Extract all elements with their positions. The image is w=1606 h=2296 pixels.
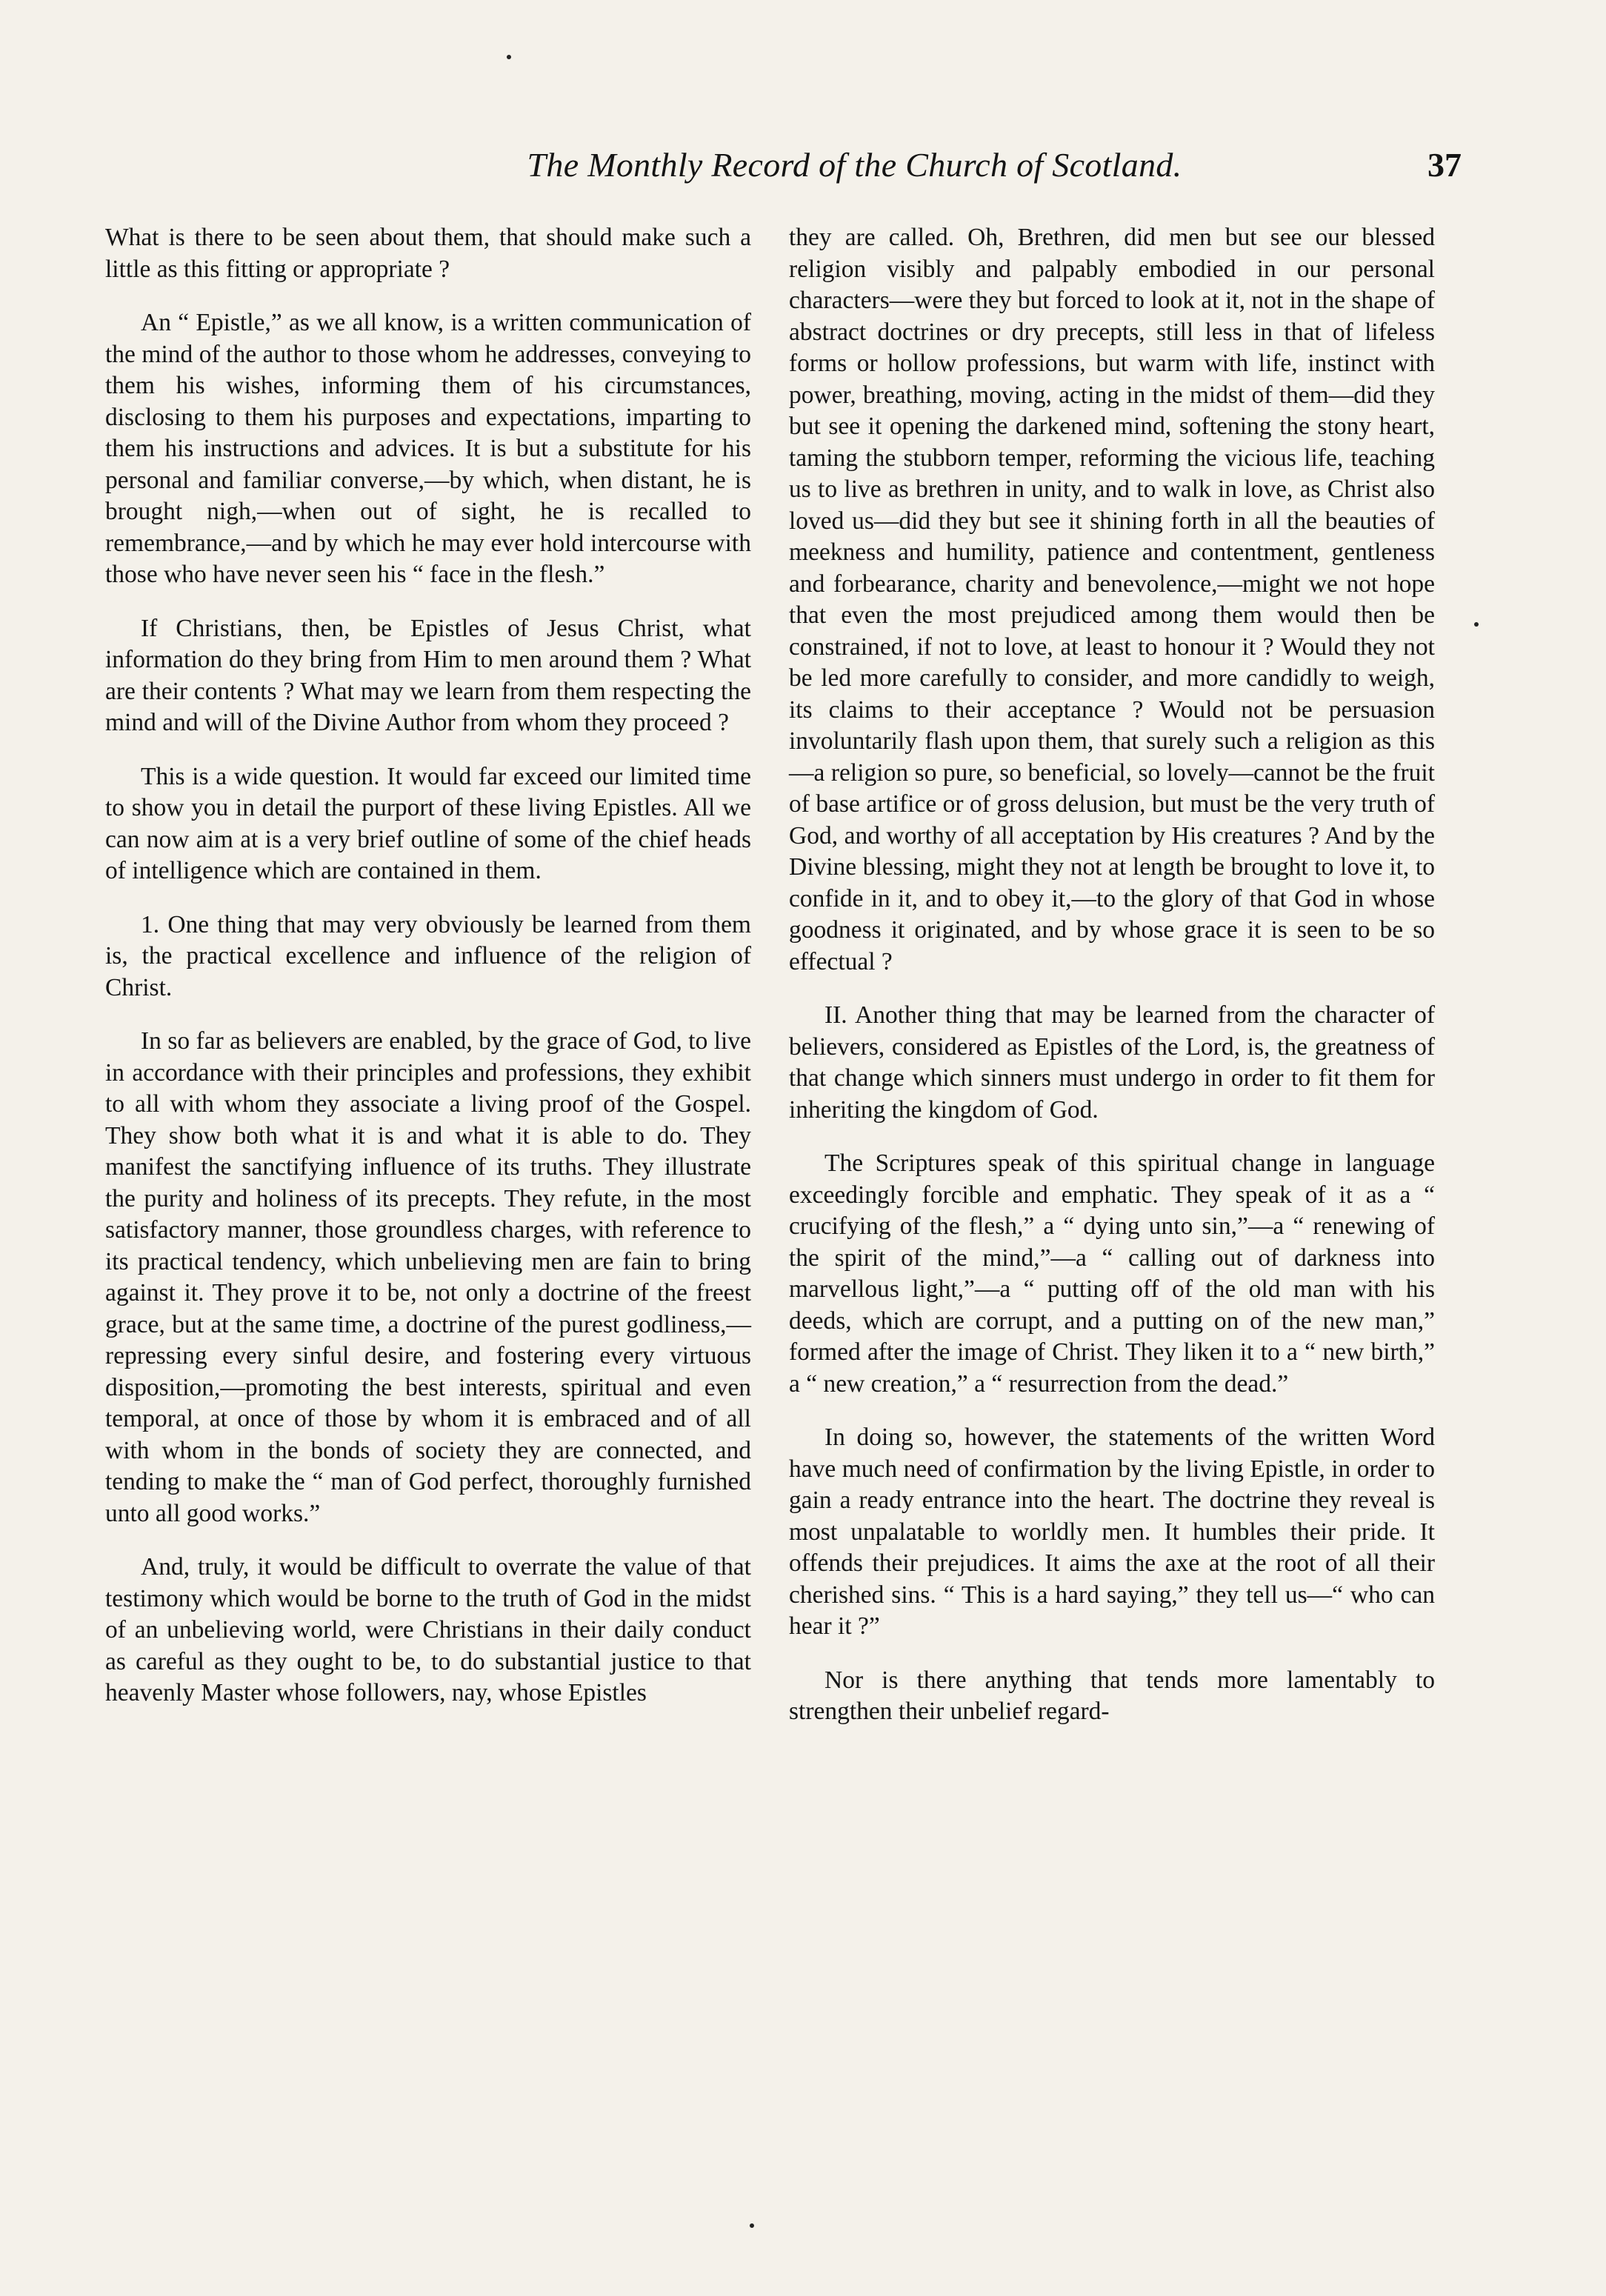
print-speck — [507, 55, 511, 59]
paragraph: In doing so, however, the statements of the written Word have much need of confirmation by the living Epistle, in order to gain a ready entrance into the heart. The doctrine they reveal is most unpalatable to worldly men. It humbles their pride. It offends their prejudices. It aims the axe at the root of all their cherished sins. “ This is a hard saying,” they tell us—“ who can hear it ?” — [789, 1424, 1435, 1640]
print-speck — [750, 2223, 754, 2228]
paragraph: 1. One thing that may very obviously be learned from them is, the practical excellence and influence of the religion of Christ. — [105, 910, 751, 1001]
right-column — [789, 222, 1435, 1728]
paragraph: And, truly, it would be difficult to overrate the value of that testimony which would be borne to the truth of God in the midst of an unbelieving world, were Christians in their daily conduct as careful as they ought to be, to do substantial justice to that heavenly Master whose followers, nay, whose Epistles — [105, 1553, 751, 1706]
paragraph: An “ Epistle,” as we all know, is a written communication of the mind of the author to those whom he addresses, conveying to them his wishes, informing them of his circumstances, disclosing to them his purposes and expectations, imparting to them his instructions and advices. It is but a substitute for his personal and familiar converse,—by which, when distant, he is brought nigh,—when out of sight, he is recalled to remembrance,—and by which he may ever hold intercourse with those who have never seen his “ face in the flesh.” — [105, 309, 751, 588]
running-title: The Monthly Record of the Church of Scotland. — [527, 146, 1182, 184]
paragraph: The Scriptures speak of this spiritual change in language exceedingly forcible and emphatic. They speak of it as a “ crucifying of the flesh,” a “ dying unto sin,”—a “ renewing of the spirit of the mind,”—a “ calling out of darkness into marvellous light,”—a “ putting off of the old man with his deeds, which are corrupt, and a putting on of the new man,” formed after the image of Christ. They liken it to a “ new birth,” a “ new creation,” a “ resurrection from the dead.” — [789, 1149, 1435, 1398]
paragraph: What is there to be seen about them, that should make such a little as this fitting or appropriate ? — [105, 224, 751, 283]
paragraph: II. Another thing that may be learned from the character of believers, considered as Epistles of the Lord, is, the greatness of that change which sinners must undergo in order to fit them for inheriting the kingdom of God. — [789, 1001, 1435, 1124]
paragraph: Nor is there anything that tends more lamentably to strengthen their unbelief regard- — [789, 1666, 1435, 1725]
left-column — [105, 222, 751, 1709]
paragraph: they are called. Oh, Brethren, did men but see our blessed religion visibly and palpably embodied in our personal characters—were they but forced to look at it, not in the shape of abstract doctrines or dry precepts, still less in that of lifeless forms or hollow professions, but warm with life, instinct with power, breathing, moving, acting in the midst of them—did they but see it opening the darkened mind, softening the stony heart, taming the stubborn temper, reforming the vicious life, teaching us to live as brethren in unity, and to walk in love, as Christ also loved us—did they but see it shining forth in all the beauties of meekness and humility, patience and contentment, gentleness and forbearance, charity and benevolence,—might we not hope that even the most prejudiced among them would then be constrained, if not to love, at least to honour it ? Would they not be led more carefully to consider, and more candidly to weigh, its claims to their acceptance ? Would not be persuasion involuntarily flash upon them, that surely such a religion as this—a religion so pure, so beneficial, so lovely—cannot be the fruit of base artifice or of gross delusion, but must be the very truth of God, and worthy of all acceptation by His creatures ? And by the Divine blessing, might they not at length be brought to love it, to confide in it, and to obey it,—to the glory of that God in whose goodness it originated, and by whose grace it is seen to be so effectual ? — [789, 224, 1435, 975]
page-number: 37 — [1427, 146, 1462, 184]
print-speck — [1474, 622, 1479, 627]
paragraph: If Christians, then, be Epistles of Jesus Christ, what information do they bring from Him to men around them ? What are their contents ? What may we learn from them respecting the mind and will of the Divine Author from whom they proceed ? — [105, 614, 751, 736]
page-header — [104, 145, 1462, 190]
paragraph: In so far as believers are enabled, by the grace of God, to live in accordance with their principles and professions, they exhibit to all with whom they associate a living proof of the Gospel. They show both what it is and what it is able to do. They manifest the sanctifying influence of its truths. They illustrate the purity and holiness of its precepts. They refute, in the most satisfactory manner, those groundless charges, with reference to its practical tendency, which unbelieving men are fain to bring against it. They prove it to be, not only a doctrine of the freest grace, but at the same time, a doctrine of the purest godliness,—repressing every sinful desire, and fostering every virtuous disposition,—promoting the best interests, spiritual and even temporal, at once of those by whom it is embraced and of all with whom in the bonds of society they are connected, and tending to make the “ man of God perfect, thoroughly furnished unto all good works.” — [105, 1027, 751, 1527]
paragraph: This is a wide question. It would far exceed our limited time to show you in detail the purport of these living Epistles. All we can now aim at is a very brief outline of some of the chief heads of intelligence which are contained in them. — [105, 762, 751, 884]
